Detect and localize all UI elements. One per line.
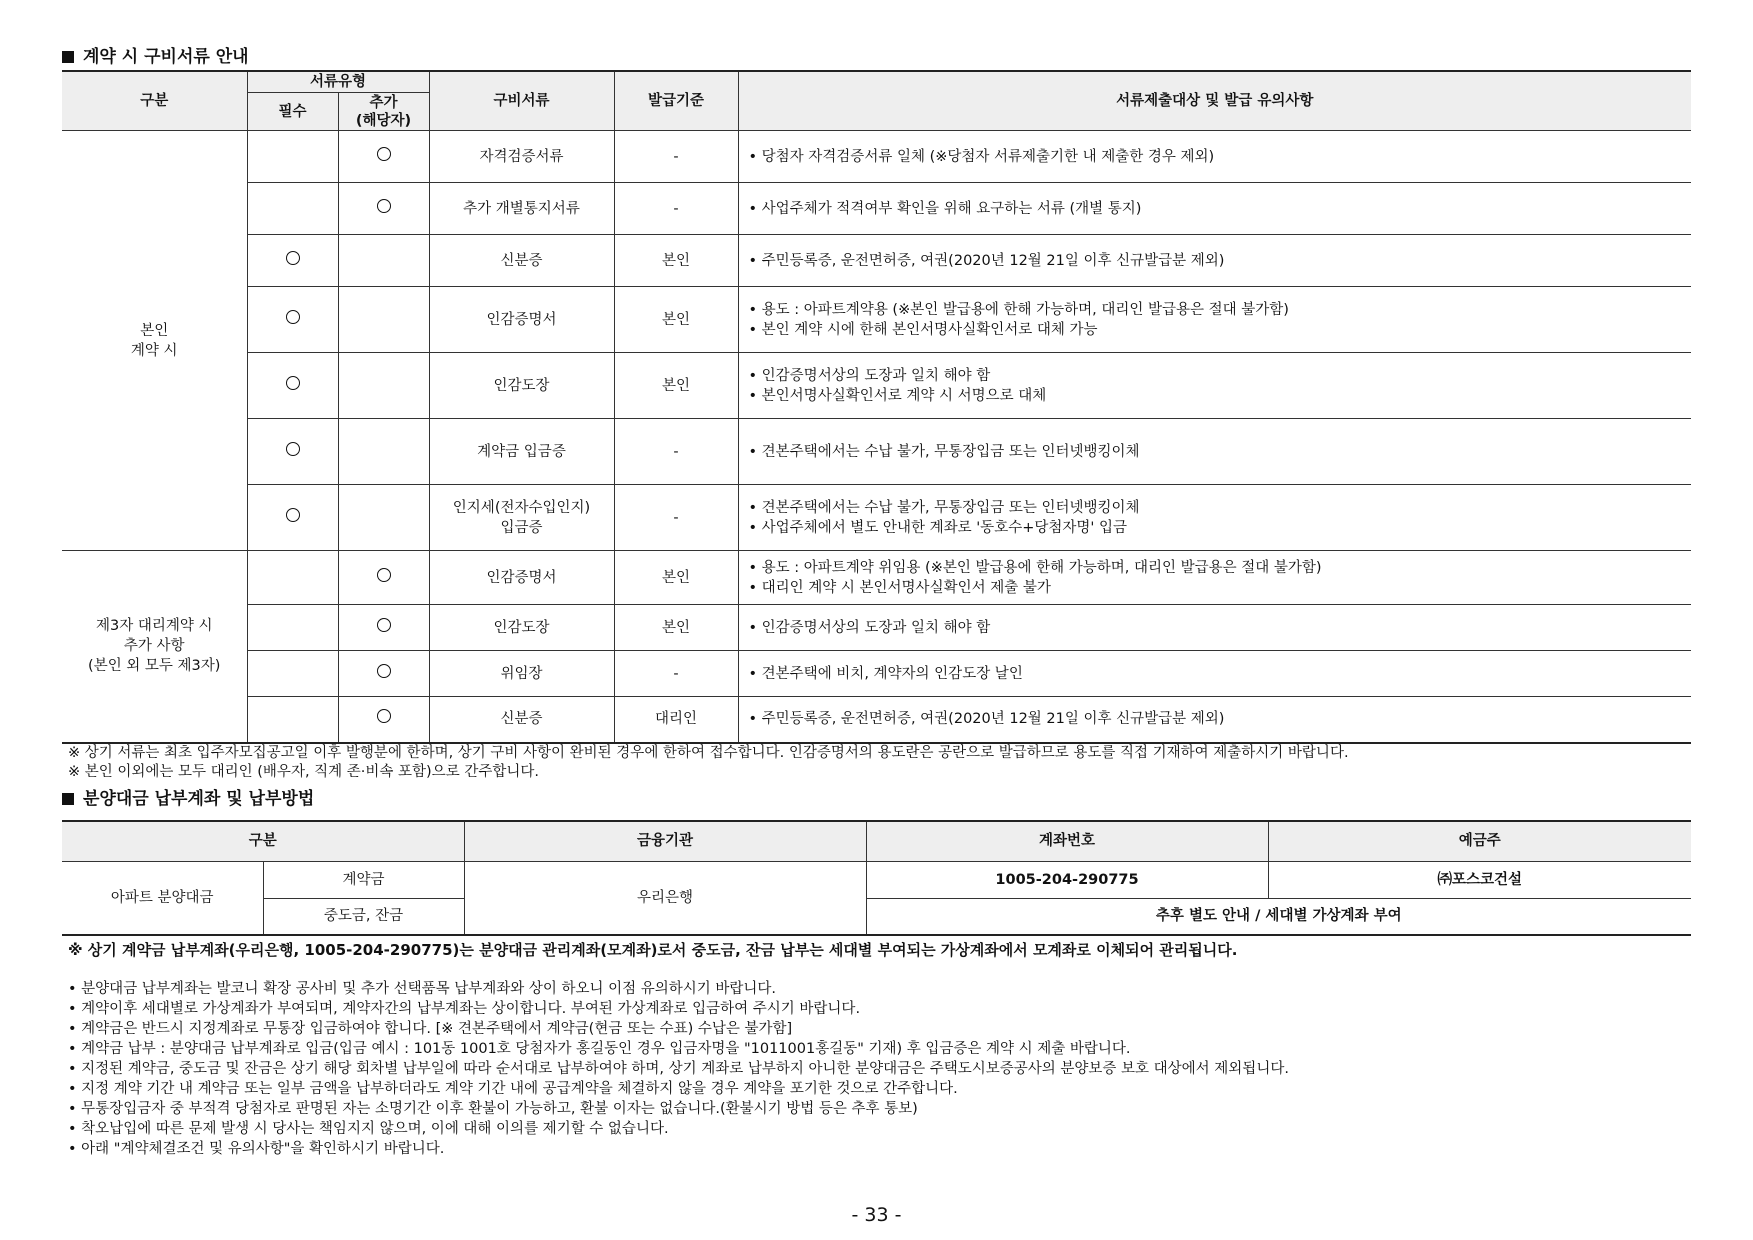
circle-mark-icon xyxy=(377,709,391,723)
list-item: • 지정 계약 기간 내 계약금 또는 일부 금액을 납부하더라도 계약 기간 내에 공급계약을 체결하지 않을 경우 계약을 포기한 것으로 간주합니다. xyxy=(68,1079,1691,1099)
header-notes: 서류제출대상 및 발급 유의사항 xyxy=(738,71,1691,131)
header-category: 구분 xyxy=(62,71,247,131)
list-item: • 계약금은 반드시 지정계좌로 무통장 입금하여야 합니다. [※ 견본주택에서 계약금(현금 또는 수표) 수납은 불가함] xyxy=(68,1019,1691,1039)
account-holder: ㈜포스코건설 xyxy=(1268,861,1691,898)
required-documents-table xyxy=(62,70,1691,744)
bank-name: 우리은행 xyxy=(464,861,866,935)
section-title-payment: 분양대금 납부계좌 및 납부방법 xyxy=(62,786,1691,812)
apartment-payment-label: 아파트 분양대금 xyxy=(62,861,263,935)
header-issuance: 발급기준 xyxy=(614,71,738,131)
group-label-proxy: 제3자 대리계약 시 추가 사항 (본인 외 모두 제3자) xyxy=(62,551,247,743)
circle-mark-icon xyxy=(377,618,391,632)
header-account: 계좌번호 xyxy=(866,821,1268,862)
list-item: • 지정된 계약금, 중도금 및 잔금은 상기 해당 회차별 납부일에 따라 순서대로 납부하여야 하며, 상기 계좌로 납부하지 아니한 분양대금은 주택도시보증공사의 분양보증 보호 대상에서 제외됩니다. xyxy=(68,1059,1691,1079)
list-item: • 계약이후 세대별로 가상계좌가 부여되며, 계약자간의 납부계좌는 상이합니다. 부여된 가상계좌로 입금하여 주시기 바랍니다. xyxy=(68,999,1691,1019)
circle-mark-icon xyxy=(286,508,300,522)
list-item: • 아래 "계약체결조건 및 유의사항"을 확인하시기 바랍니다. xyxy=(68,1139,1691,1159)
table-row: 신분증 본인 • 주민등록증, 운전면허증, 여권(2020년 12월 21일 이후 신규발급분 제외) xyxy=(62,235,1691,287)
circle-mark-icon xyxy=(377,664,391,678)
list-item: • 분양대금 납부계좌는 발코니 확장 공사비 및 추가 선택품목 납부계좌와 상이 하오니 이점 유의하시기 바랍니다. xyxy=(68,979,1691,999)
table-row xyxy=(62,898,1691,935)
payment-account-table xyxy=(62,820,1691,937)
square-bullet-icon xyxy=(62,51,74,63)
circle-mark-icon xyxy=(377,568,391,582)
circle-mark-icon xyxy=(286,251,300,265)
table-row: 신분증 대리인 • 주민등록증, 운전면허증, 여권(2020년 12월 21일 이후 신규발급분 제외) xyxy=(62,697,1691,743)
circle-mark-icon xyxy=(377,199,391,213)
header-doc-type: 서류유형 xyxy=(247,71,429,93)
footnote: ※ 본인 이외에는 모두 대리인 (배우자, 직계 존·비속 포함)으로 간주합니다. xyxy=(68,763,539,780)
table-row: 계약금 입금증 - • 견본주택에서는 수납 불가, 무통장입금 또는 인터넷뱅킹이체 xyxy=(62,419,1691,485)
account-number: 1005-204-290775 xyxy=(866,861,1268,898)
table-row: 위임장 - • 견본주택에 비치, 계약자의 인감도장 날인 xyxy=(62,651,1691,697)
table-row xyxy=(62,861,1691,898)
list-item: • 무통장입금자 중 부적격 당첨자로 판명된 자는 소명기간 이후 환불이 가능하고, 환불 이자는 없습니다.(환불시기 방법 등은 추후 통보) xyxy=(68,1099,1691,1119)
interim-balance-label: 중도금, 잔금 xyxy=(263,898,464,935)
account-warning: ※ 상기 계약금 납부계좌(우리은행, 1005-204-290775)는 분양대금 관리계좌(모계좌)로서 중도금, 잔금 납부는 세대별 부여되는 가상계좌에서 모계좌로 이체되어 관리됩니다. xyxy=(68,941,1238,959)
deposit-label: 계약금 xyxy=(263,861,464,898)
circle-mark-icon xyxy=(286,310,300,324)
group-label-self: 본인 계약 시 xyxy=(62,131,247,551)
square-bullet-icon xyxy=(62,793,74,805)
table-header-row xyxy=(62,71,1691,93)
circle-mark-icon xyxy=(377,147,391,161)
circle-mark-icon xyxy=(286,442,300,456)
table-row: 추가 개별통지서류 - • 사업주체가 적격여부 확인을 위해 요구하는 서류 (개별 통지) xyxy=(62,183,1691,235)
table-row: 본인 계약 시 자격검증서류 - • 당첨자 자격검증서류 일체 (※당첨자 서류제출기한 내 제출한 경우 제외) xyxy=(62,131,1691,183)
header-additional: 추가 (해당자) xyxy=(338,93,429,131)
header-bank: 금융기관 xyxy=(464,821,866,862)
footnotes xyxy=(62,744,1691,782)
table-row: 인감도장 본인 • 인감증명서상의 도장과 일치 해야 함 • 본인서명사실확인서로 계약 시 서명으로 대체 xyxy=(62,353,1691,419)
footnote: ※ 상기 서류는 최초 입주자모집공고일 이후 발행분에 한하며, 상기 구비 사항이 완비된 경우에 한하여 접수합니다. 인감증명서의 용도란은 공란으로 발급하므로 용도를 직접 기재하여 제출하시기 바랍니다. xyxy=(68,744,1349,761)
table-row: 제3자 대리계약 시 추가 사항 (본인 외 모두 제3자) 인감증명서 본인 • 용도 : 아파트계약 위임용 (※본인 발급용에 한해 가능하며, 대리인 발급용은 절대 불가함) • 대리인 계약 시 본인서명사실확인서 제출 불가 xyxy=(62,551,1691,605)
document-page xyxy=(62,44,1691,1159)
virtual-account-note: 추후 별도 안내 / 세대별 가상계좌 부여 xyxy=(866,898,1691,935)
list-item: • 착오납입에 따른 문제 발생 시 당사는 책임지지 않으며, 이에 대해 이의를 제기할 수 없습니다. xyxy=(68,1119,1691,1139)
table-header-row xyxy=(62,821,1691,862)
page-number: - 33 - xyxy=(851,1204,902,1226)
table-row: 인지세(전자수입인지) 입금증 - • 견본주택에서는 수납 불가, 무통장입금 또는 인터넷뱅킹이체 • 사업주체에서 별도 안내한 계좌로 '동호수+당첨자명' 입금 xyxy=(62,485,1691,551)
header-documents: 구비서류 xyxy=(429,71,614,131)
header-holder: 예금주 xyxy=(1268,821,1691,862)
circle-mark-icon xyxy=(286,376,300,390)
section-title-documents: 계약 시 구비서류 안내 xyxy=(62,44,1691,70)
list-item: • 계약금 납부 : 분양대금 납부계좌로 입금(입금 예시 : 101동 1001호 당첨자가 홍길동인 경우 입금자명을 "1011001홍길동" 기재) 후 입금증은 계약 시 제출 바랍니다. xyxy=(68,1039,1691,1059)
table-row: 인감도장 본인 • 인감증명서상의 도장과 일치 해야 함 xyxy=(62,605,1691,651)
payment-notes-list xyxy=(62,979,1691,1159)
header-required: 필수 xyxy=(247,93,338,131)
table-row: 인감증명서 본인 • 용도 : 아파트계약용 (※본인 발급용에 한해 가능하며, 대리인 발급용은 절대 불가함) • 본인 계약 시에 한해 본인서명사실확인서로 대체 가능 xyxy=(62,287,1691,353)
header-category: 구분 xyxy=(62,821,464,862)
